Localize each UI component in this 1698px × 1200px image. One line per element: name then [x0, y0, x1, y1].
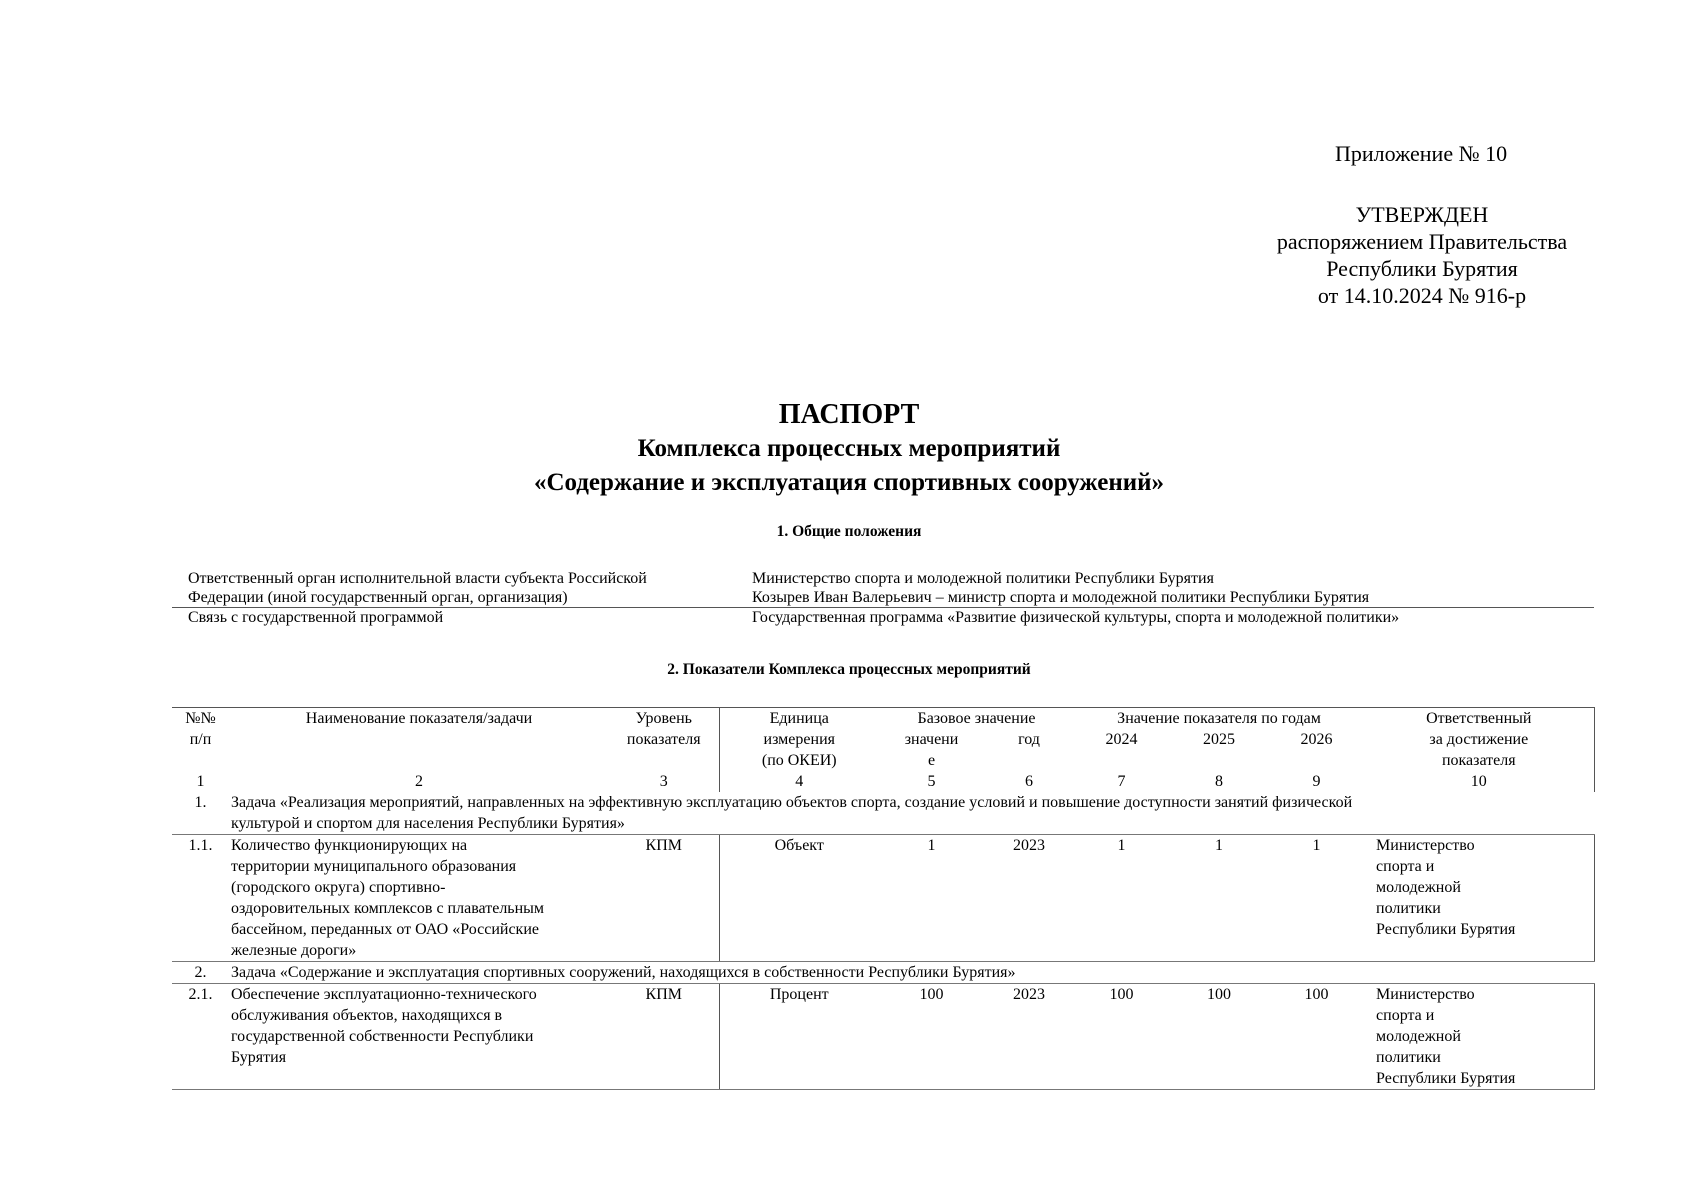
- approval-line: УТВЕРЖДЕН: [1355, 202, 1489, 227]
- table-row: 1.1. Количество функционирующих на территории муниципального образования (городского округа) спортивно- оздоровительных комплексов с плавательным бассейном, переданных от ОАО «Российские железные дороги» КПМ Объект 1 2023 1 1 1 Министерство спорта и молодежной политики Республики Бурятия: [172, 835, 1594, 962]
- indicator-name: Количество функционирующих на территории муниципального образования (городского округа) спортивно- оздоровительных комплексов с плавательным бассейном, переданных от ОАО «Российские железные дороги»: [229, 835, 609, 962]
- section2-heading: 2. Показатели Комплекса процессных мероприятий: [667, 661, 1031, 678]
- column-number-row: 1 2 3 4 5 6 7 8 9 10: [172, 771, 1594, 792]
- header-num: №№ п/п: [172, 708, 229, 772]
- task-row: 1. Задача «Реализация мероприятий, направленных на эффективную эксплуатацию объектов спорта, создание условий и повышение доступности занятий физической культурой и спортом для населения Республики Бурятия»: [172, 792, 1594, 835]
- table-row: 2.1. Обеспечение эксплуатационно-технического обслуживания объектов, находящихся в государственной собственности Республики Бурятия КПМ Процент 100 2023 100 100 100 Министерство спорта и молодежной политики Республики Бурятия: [172, 984, 1594, 1090]
- value-cell: Государственная программа «Развитие физической культуры, спорта и молодежной политики»: [736, 608, 1594, 628]
- header-level: Уровень показателя: [609, 708, 719, 772]
- table-row: [172, 608, 1594, 628]
- header-base: Базовое значение значени е год: [879, 708, 1074, 772]
- approval-line: от 14.10.2024 № 916-р: [1317, 283, 1527, 308]
- table-row: [172, 569, 1594, 608]
- approval-stamp: [1246, 201, 1598, 309]
- value-cell: Министерство спорта и молодежной политики Республики Бурятия Козырев Иван Валерьевич – министр спорта и молодежной политики Республики Бурятия: [752, 570, 1370, 606]
- approval-line: Республики Бурятия: [1326, 256, 1518, 281]
- responsible-cell: Министерство спорта и молодежной политики Республики Бурятия: [1364, 984, 1594, 1090]
- label-cell: Связь с государственной программой: [172, 608, 736, 628]
- task-row: 2. Задача «Содержание и эксплуатация спортивных сооружений, находящихся в собственности Республики Бурятия»: [172, 962, 1594, 984]
- label-cell: Ответственный орган исполнительной власти субъекта Российской Федерации (иной государственный орган, организация): [188, 570, 647, 606]
- header-row: [172, 708, 1594, 772]
- header-name: Наименование показателя/задачи: [229, 708, 609, 772]
- indicators-table: [172, 707, 1595, 1090]
- general-provisions-table: [172, 569, 1594, 627]
- section1-heading: 1. Общие положения: [776, 523, 922, 540]
- header-years: Значение показателя по годам 2024 2025 2026: [1074, 708, 1364, 772]
- task-text: Задача «Реализация мероприятий, направленных на эффективную эксплуатацию объектов спорта, создание условий и повышение доступности занятий физической культурой и спортом для населения Республики Бурятия»: [229, 792, 1594, 835]
- approval-line: распоряжением Правительства: [1276, 229, 1568, 254]
- title-main: ПАСПОРТ: [778, 399, 920, 430]
- task-text: Задача «Содержание и эксплуатация спортивных сооружений, находящихся в собственности Республики Бурятия»: [229, 962, 1594, 984]
- title-line: Комплекса процессных мероприятий: [637, 435, 1061, 462]
- title-line: «Содержание и эксплуатация спортивных сооружений»: [533, 469, 1165, 496]
- appendix-number: Приложение № 10: [1335, 141, 1508, 166]
- indicator-name: Обеспечение эксплуатационно-технического обслуживания объектов, находящихся в государственной собственности Республики Бурятия: [229, 984, 609, 1090]
- responsible-cell: Министерство спорта и молодежной политики Республики Бурятия: [1364, 835, 1594, 962]
- header-unit: Единица измерения (по ОКЕИ): [719, 708, 879, 772]
- header-responsible: Ответственный за достижение показателя: [1364, 708, 1594, 772]
- document-title: [0, 398, 1698, 500]
